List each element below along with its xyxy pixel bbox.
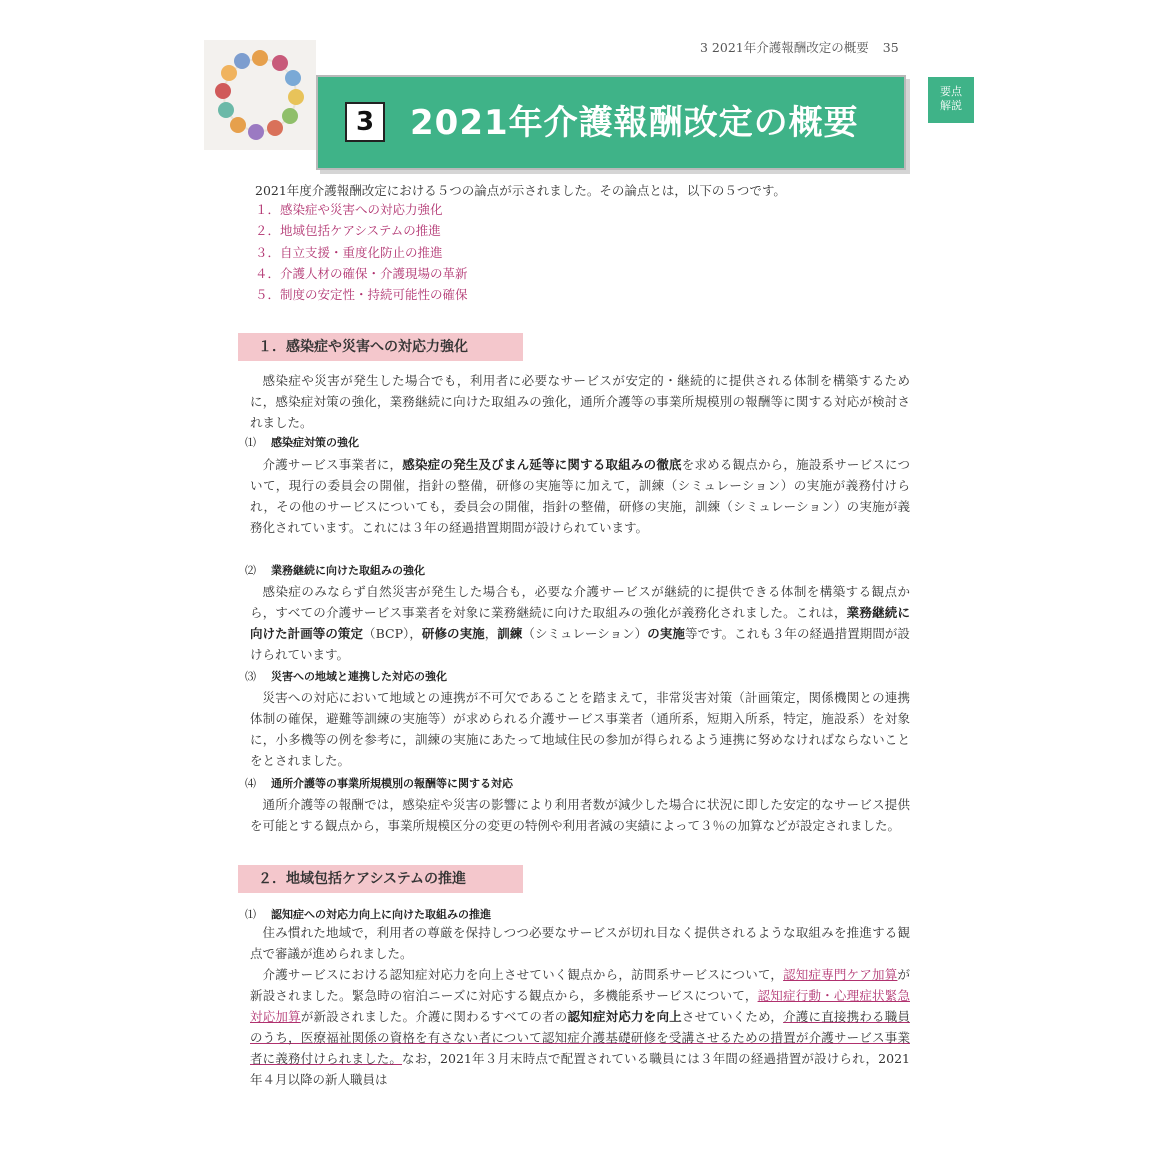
- bold-run: 感染症の発生及びまん延等に関する取組みの徹底: [402, 457, 682, 472]
- subheading-1-2: [245, 562, 425, 578]
- bold-run: の実施: [647, 626, 685, 641]
- subheading-title: 通所介護等の事業所規模別の報酬等に関する対応: [271, 777, 513, 790]
- text-run: させていくため，: [681, 1009, 784, 1024]
- side-tab-line2: 解説: [940, 99, 962, 112]
- subheading-number: ⑴: [245, 908, 256, 921]
- section-heading-2: ２．地域包括ケアシステムの推進: [238, 865, 523, 893]
- highlight-run: 認知症専門ケア加算: [783, 967, 898, 982]
- subheading-title: 認知症への対応力向上に向けた取組みの推進: [271, 908, 491, 921]
- text-run: が新設されました。緊急時の宿泊ニーズに対応する観点から，多機能系サービスについて，: [250, 967, 910, 1003]
- highlight-run: 認知症行動・心理症状緊急対応加算: [250, 988, 910, 1024]
- bold-run: 業務継続に向けた計画等の策定: [250, 605, 910, 641]
- subheading-1-3: [245, 668, 447, 684]
- bold-run: 訓練: [497, 626, 523, 641]
- text-run: （シミュレーション）: [522, 626, 648, 641]
- subheading-1-4: [245, 775, 513, 791]
- subheading-2-1: [245, 906, 491, 922]
- bold-run: 認知症対応力を向上: [567, 1009, 682, 1024]
- subsection-1-4-text: 通所介護等の報酬では，感染症や災害の影響により利用者数が減少した場合に状況に即した安定的なサービス提供を可能とする観点から，事業所規模区分の変更の特例や利用者減の実績によって３％の加算などが設定されました。: [250, 797, 910, 833]
- pillar-item: １．感染症や災害への対応力強化: [255, 202, 443, 217]
- chapter-number: 3: [345, 102, 385, 142]
- running-head: [700, 38, 899, 56]
- subsection-1-3-text: 災害への対応において地域との連携が不可欠であることを踏まえて，非常災害対策（計画策定，関係機関との連携体制の確保，避難等訓練の実施等）が求められる介護サービス事業者（通所系，短期入所系，特定，施設系）を対象に，小多機等の例を参考に，訓練の実施にあたって地域住民の参加が得られるよう連携に努めなければならないことをとされました。: [250, 690, 910, 768]
- text-run: 介護サービスにおける認知症対応力を向上させていく観点から，訪問系サービスについて，: [262, 967, 784, 982]
- text-run: （BCP），: [363, 626, 422, 641]
- subheading-number: ⑵: [245, 564, 256, 577]
- subheading-title: 業務継続に向けた取組みの強化: [271, 564, 425, 577]
- page-number: 35: [882, 40, 899, 55]
- text-run: が新設されました。介護に関わるすべての者の: [300, 1009, 568, 1024]
- subheading-1-1: [245, 434, 359, 450]
- running-head-title: 3 2021年介護報酬改定の概要: [700, 40, 869, 55]
- subsection-1-2-text: [250, 581, 910, 665]
- pillar-item: ４．介護人材の確保・介護現場の革新: [255, 265, 468, 281]
- subheading-number: ⑷: [245, 777, 256, 790]
- text-run: を求める観点から，施設系サービスについて，現行の委員会の開催，指針の整備，研修の実施等に加えて，訓練（シミュレーション）の実施が義務付けられ，その他のサービスについても，委員会の開催，指針の整備，研修の実施，訓練（シミュレーション）の実施が義務化されています。これには３年の経過措置期間が設けられています。: [250, 457, 910, 535]
- subsection-2-1-text1: 住み慣れた地域で，利用者の尊厳を保持しつつ必要なサービスが切れ目なく提供されるような取組みを推進する観点で審議が進められました。: [250, 925, 910, 961]
- decorative-photo-circle: [204, 40, 316, 150]
- side-index-tab: [928, 77, 974, 123]
- chapter-title: 2021年介護報酬改定の概要: [410, 103, 859, 143]
- chapter-banner: [316, 75, 906, 170]
- text-run: 介護サービス事業者に，: [262, 457, 403, 472]
- text-run: なお，2021年３月末時点で配置されている職員には３年間の経過措置が設けられ，2021年４月以降の新人職員は: [250, 1051, 910, 1087]
- subsection-2-1-text2: [250, 964, 910, 1090]
- section-heading-1: １．感染症や災害への対応力強化: [238, 333, 523, 361]
- subheading-title: 災害への地域と連携した対応の強化: [271, 670, 447, 683]
- subheading-number: ⑴: [245, 436, 256, 449]
- subheading-number: ⑶: [245, 670, 256, 683]
- text-run: 等です。これも３年の経過措置期間が設けられています。: [250, 626, 910, 662]
- subsection-1-1-text: [250, 454, 910, 538]
- side-tab-line1: 要点: [940, 85, 962, 98]
- underlined-run: 介護に直接携わる職員のうち，医療福祉関係の資格を有さない者について認知症介護基礎研修を受講させるための措置が介護サービス事業者に義務付けられました。: [250, 1009, 910, 1066]
- text-run: ，: [484, 626, 498, 641]
- subheading-title: 感染症対策の強化: [271, 436, 359, 449]
- bold-run: 研修の実施: [421, 626, 485, 641]
- pillar-list: [255, 199, 468, 305]
- text-run: 感染症のみならず自然災害が発生した場合も，必要な介護サービスが継続的に提供できる体制を構築する観点から，すべての介護サービス事業者を対象に業務継続に向けた取組みの強化が義務化されました。これは，: [250, 584, 910, 620]
- pillar-item: ２．地域包括ケアシステムの推進: [255, 223, 441, 239]
- pillar-item: ３．自立支援・重度化防止の推進: [255, 244, 443, 260]
- section1-intro: 感染症や災害が発生した場合でも，利用者に必要なサービスが安定的・継続的に提供される体制を構築するために，感染症対策の強化，業務継続に向けた取組みの強化，通所介護等の事業所規模別の報酬等に関する対応が検討されました。: [250, 373, 910, 430]
- intro-text: 2021年度介護報酬改定における５つの論点が示されました。その論点とは，以下の５つです。: [255, 183, 786, 198]
- pillar-item: ５．制度の安定性・持続可能性の確保: [255, 287, 468, 303]
